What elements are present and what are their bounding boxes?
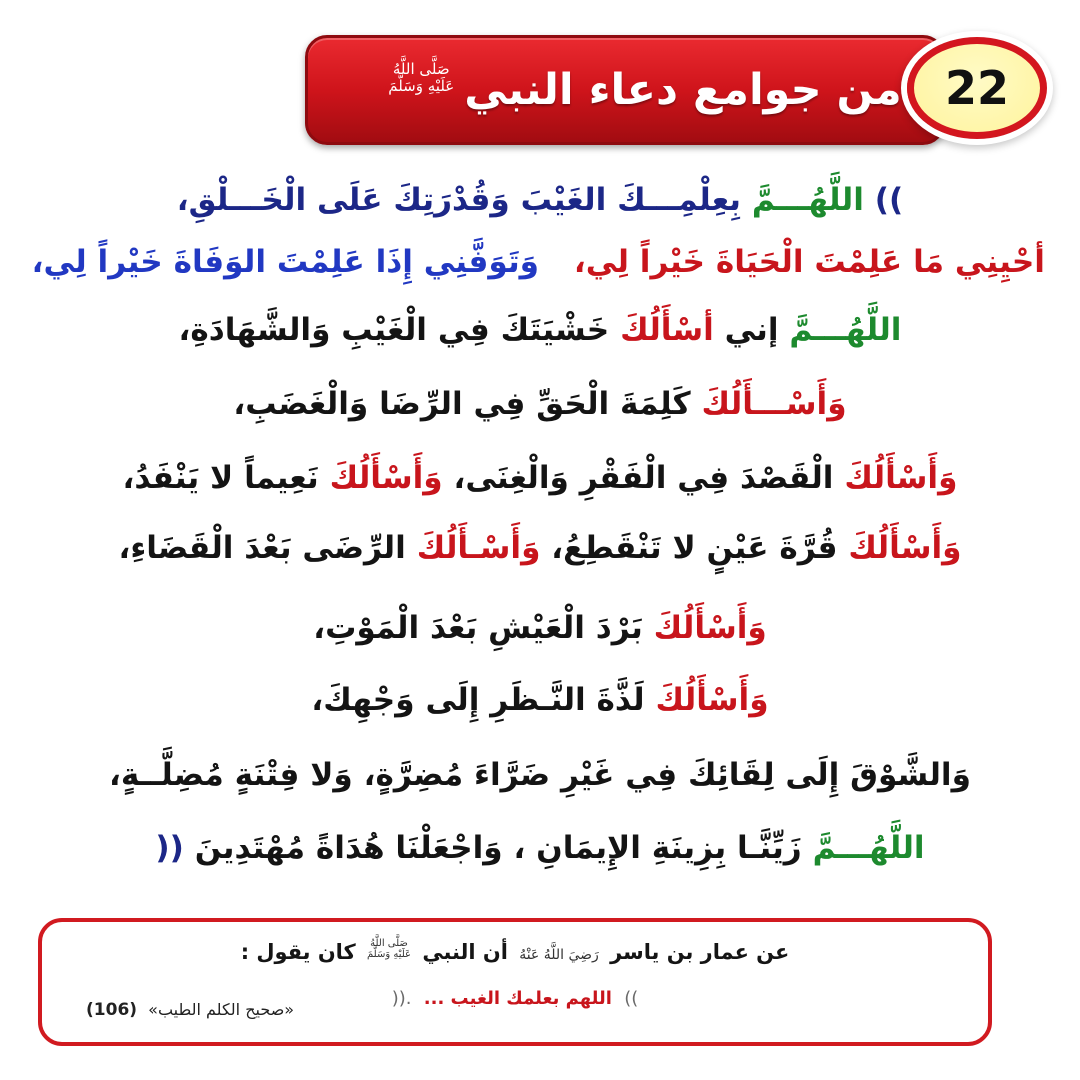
dua-line-text [32, 230, 1045, 294]
quote-text: اللهم بعلمك الغيب ... [423, 988, 612, 1009]
dua-segment: الْقَصْدَ فِي الْفَقْرِ وَالْغِنَى، [453, 460, 834, 496]
honorific-top: صَلَّى اللَّهُ [392, 60, 450, 78]
dua-line-text [123, 446, 958, 510]
narration-middle: أن النبي [422, 940, 508, 964]
dua-segment: لَذَّةَ النَّـظَرِ إِلَى وَجْهِكَ، [311, 682, 645, 718]
dua-line-5 [35, 446, 1045, 510]
source-box [38, 918, 992, 1046]
dua-line-text [311, 668, 768, 732]
dua-line-10 [35, 816, 1045, 880]
dua-segment: وَتَوَفَّنِي إِذَا عَلِمْتَ الوَفَاةَ خَيْراً لِي، [31, 244, 540, 280]
dua-line-3 [35, 298, 1045, 362]
dua-segment: نَعِيماً لا يَنْفَدُ، [122, 460, 319, 496]
dua-segment: اللَّهُـــمَّ [812, 830, 925, 866]
badge-number: 22 [944, 61, 1009, 115]
dua-segment: زَيِّنَّـا بِزِينَةِ الإِيمَانِ ، وَاجْعَلْنَا هُدَاةً مُهْتَدِينَ [194, 830, 802, 866]
dua-line-text [155, 816, 924, 880]
dua-segment: اللَّهُـــمَّ [751, 182, 864, 218]
narration-before: عن عمار بن ياسر [610, 940, 790, 964]
reference [86, 1000, 294, 1020]
dua-segment: وَأَسْـأَلُكَ [416, 530, 541, 566]
dua-segment: )) [155, 830, 184, 866]
quote-close: )). [391, 988, 412, 1009]
dua-line-text [179, 298, 902, 362]
dua-segment: وَأَسْـــأَلُكَ [701, 386, 847, 422]
dua-segment: الرِّضَى بَعْدَ الْقَضَاءِ، [118, 530, 406, 566]
dua-segment: خَشْيَتَكَ فِي الْغَيْبِ وَالشَّهَادَةِ، [178, 312, 610, 348]
dua-segment: وَأَسْأَلُكَ [848, 530, 962, 566]
dua-segment: اللَّهُـــمَّ [789, 312, 902, 348]
dua-segment: وَأَسْأَلُكَ [653, 610, 767, 646]
dua-line-1 [35, 168, 1045, 232]
dua-line-6 [35, 516, 1045, 580]
dua-segment: أسْأَلُكَ [620, 312, 714, 348]
dua-segment: بَرْدَ الْعَيْشِ بَعْدَ الْمَوْتِ، [313, 610, 643, 646]
honorific-top: صَلَّى اللَّهُ [370, 938, 408, 949]
narration-after: كان يقول : [240, 940, 356, 964]
dua-line-2 [31, 230, 1045, 294]
dua-line-4 [35, 372, 1045, 436]
honorific-bottom: عَلَيْهِ وَسَلَّمَ [388, 77, 455, 95]
quote-open: (( [624, 988, 639, 1009]
dua-segment: بِعِلْمِـــكَ الغَيْبَ وَقُدْرَتِكَ عَلَى الْخَـــلْقِ، [176, 182, 741, 218]
dua-segment: قُرَّةَ عَيْنٍ لا تَنْقَطِعُ، [551, 530, 838, 566]
dua-line-text [177, 168, 904, 232]
page-title-text: من جوامع دعاء النبي [464, 65, 902, 115]
dua-line-text [233, 372, 846, 436]
dua-line-8 [35, 668, 1045, 732]
dua-segment: وَأَسْأَلُكَ [844, 460, 958, 496]
narration [42, 940, 988, 964]
reference-book: «صحيح الكلم الطيب» [148, 1000, 295, 1019]
dua-line-text [313, 596, 767, 660]
dua-line-text [118, 516, 961, 580]
dua-segment: وَأَسْأَلُكَ [655, 682, 769, 718]
dua-line-text [109, 743, 971, 807]
dua-line-7 [35, 596, 1045, 660]
dua-segment: أحْيِنِي مَا عَلِمْتَ الْحَيَاةَ خَيْراً لِي، [573, 244, 1045, 280]
dua-segment: إني [724, 312, 779, 348]
reference-number: (106) [86, 1000, 138, 1020]
dua-segment: (( [874, 182, 904, 218]
dua-segment: وَأَسْأَلُكَ [329, 460, 443, 496]
dua-segment: كَلِمَةَ الْحَقِّ فِي الرِّضَا وَالْغَضَبِ، [233, 386, 691, 422]
dua-segment: وَالشَّوْقَ إِلَى لِقَائِكَ فِي غَيْرِ ضَرَّاءَ مُضِرَّةٍ، وَلا فِتْنَةٍ مُضِلَّــةٍ، [109, 757, 971, 793]
companion-honorific: رَضِيَ اللَّهُ عَنْهُ [519, 947, 599, 963]
honorific-bottom: عَلَيْهِ وَسَلَّمَ [367, 949, 412, 960]
dua-line-9 [35, 743, 1045, 807]
prophet-honorific-small [367, 938, 411, 960]
